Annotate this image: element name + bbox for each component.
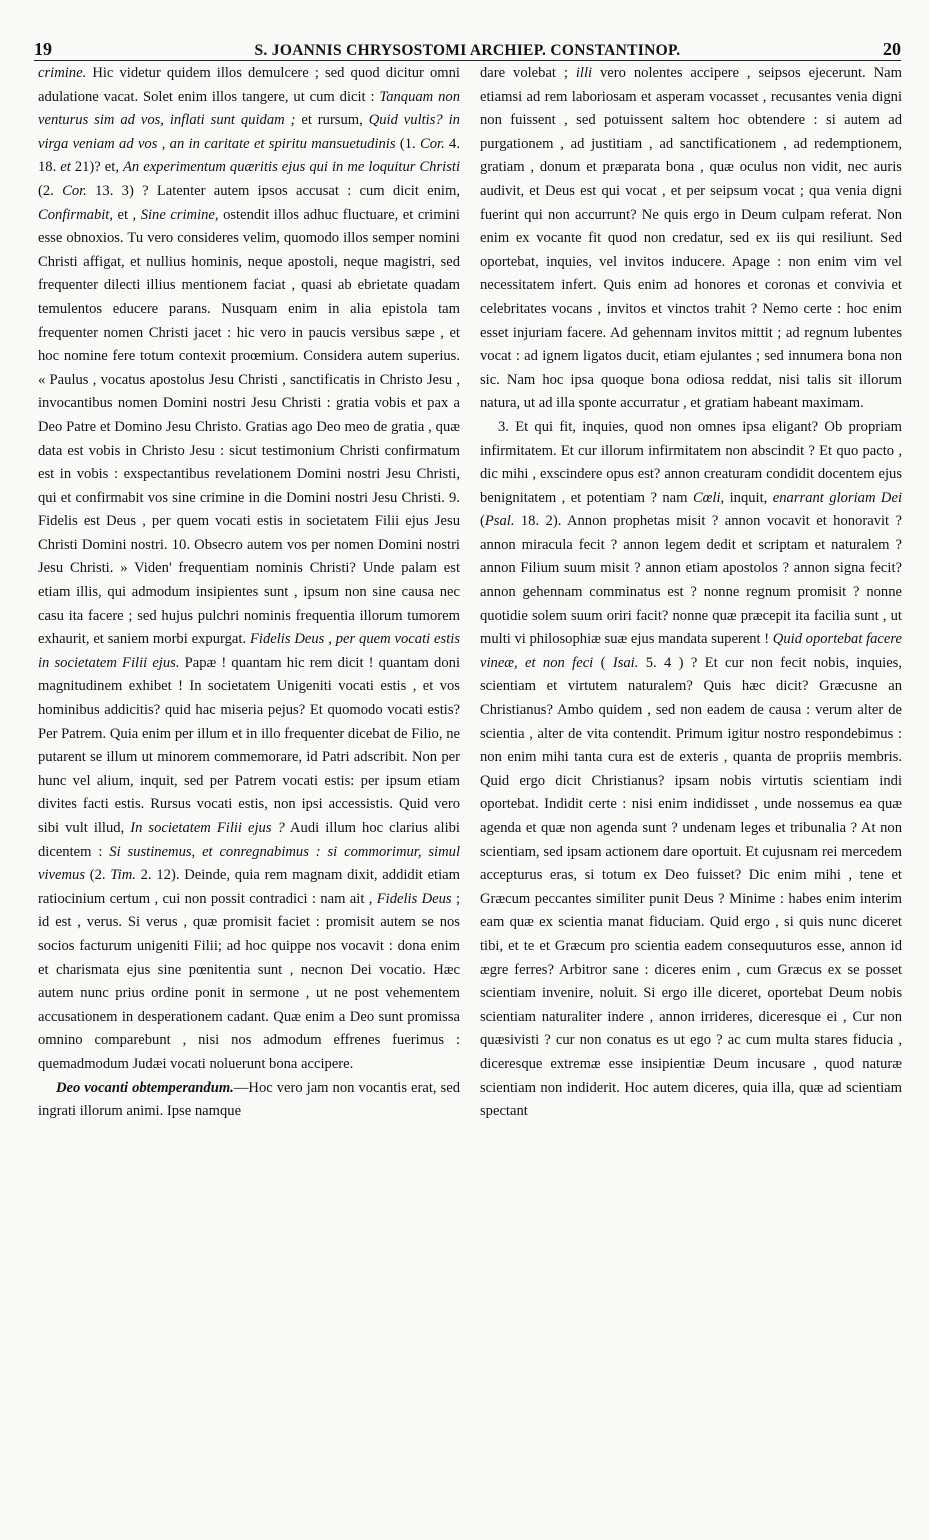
- text-run: crimine.: [38, 65, 87, 81]
- text-run: Cor.: [419, 135, 445, 152]
- text-run: Si sustinemus, et conregnabimus : si commorimur, simul vivemus: [38, 843, 461, 884]
- text-run: In societatem Filii ejus ?: [130, 820, 285, 836]
- text-run: 3. Et qui fit, inquies, quod non omnes ipsa eligant? Ob propriam infirmitatem. Et cur illorum infirmitatem non abscindit ? Et quo pacto , dic mihi , exscindere opus est? annon creaturam condidit docentem ejus benignitatem , et potentiam ? nam: [480, 418, 902, 506]
- text-run: Psal.: [484, 513, 515, 530]
- text-run: 18. 2). Annon prophetas misit ? annon vocavit et honoravit ? annon miracula fecit ? annon legem dedit et scriptam et naturalem ? annon Filium suum misit ? annon etiam apostolos ? annon signa fecit? annon gehennam comminatus est ? nonne regnum promisit ? nonne quotidie solem suum oriri facit? nonne quæ præcepit ita facilia sunt , ut multi vi philosophiæ suæ ejus mandata superent !: [480, 513, 902, 648]
- text-run: Confirmabit: [38, 206, 110, 223]
- text-run: et rursum,: [295, 112, 369, 129]
- text-run: , et ,: [109, 206, 141, 223]
- text-run: —Hoc vero jam non vocantis erat, sed ingrati illorum animi. Ipse namque: [38, 1079, 460, 1120]
- text-run: (2.: [38, 182, 63, 199]
- text-run: Deo vocanti obtemperandum.: [56, 1079, 234, 1096]
- text-run: Tanquam non venturus sim ad vos, inflati sunt quidam ;: [38, 88, 460, 129]
- text-run: ostendit illos adhuc fluctuare, et crimini esse obnoxios. Tu vero consideres velim, quomodo illos semper nomini Christi affigat, et nullius hominis, neque apostoli, neque magistri, sed frequenter dilecti illius mentionem faciat , quasi ab ebrietate quadam temulentos educere parans. Nusquam enim in alia epistola tam frequenter nomen Christi jacet : hic vero in paucis versibus sæpe , et hoc nomine fere totum contexit proœmium. Considera autem superius. « Paulus , vocatus apostolus Jesu Christi , sanctificatis in Christo Jesu , invocantibus nomen Domini nostri Jesu Christi : gratia vobis et pax a Deo Patre et Domino Jesu Christo. Gratias ago Deo meo de gratia , quæ data est vobis in Christo Jesu : sicut testimonium Christi confirmatum est in vobis : exspectantibus revelationem Domini nostri Jesu Christi, qui et confirmabit vos sine crimine in die Domini nostri Jesu Christi. 9. Fidelis est Deus , per quem vocati estis in societatem Filii ejus Jesu Christi Domini nostri. 10. Obsecro autem vos per nomen Domini nostri Jesu Christi. » Viden' frequentiam nominis Christi? Unde palam est etiam illis, qui admodum insipientes sunt , ipsum non sine causa nec casu ita facere ; sed hujus pulchri nominis frequentia illorum tumorem exhaurit, et saniem morbi expurgat.: [38, 206, 460, 648]
- text-run: Isai.: [612, 654, 639, 671]
- text-run: , inquit,: [720, 489, 773, 506]
- text-run: 5. 4 ) ? Et cur non fecit nobis, inquies, scientiam et virtutem naturalem? Quis hæc dicit? Græcusne an Christianus? Ambo quidem , sed non eadem de causa : verum alter de scientia , alter de vita contendit. Primum igitur nostro respondebimus : non enim mihi tanta cura est de exteris , quanta de propriis membris. Quid ergo dicit Christianus? ipsam nobis virtutis scientiam indi oportebat. Indidit certe : nisi enim indidisset , unde nossemus ea quæ agenda et quæ non agenda sunt ? undenam leges et tribunalia ? At non scientiam, sed ipsam actionem dare oportuit. Et cujusnam rei mercedem accepturus eras, si totum ex Deo fuisset? Dic enim mihi , tene et Græcum peccantes similiter punit Deus ? Minime : habes enim interim eam quæ ex scientia manat fiduciam. Quid ergo , si quis nunc diceret tibi, et te et Græcum pro scientia eadem consequuturos esse, annon id ægre ferres? Arbitror sane : diceres enim , cum Græcus ex se posset scientiam invenire, noluit. Si ergo ille diceret, oportebat Deum nobis scientiam naturaliter indere , annon irrideres, diceresque ei , Cur non quæsivisti ? cur non conatus es ut ego ? ac cum multa stares fiducia , diceresque extremæ esse insipientiæ Deum incusare , quod naturæ scientiam non indiderit. Hoc autem diceres, quia illa, quæ ad scientiam spectant: [480, 654, 902, 1120]
- text-run: enarrant gloriam Dei: [772, 489, 903, 506]
- text-run: Sine crimine,: [140, 206, 219, 223]
- page-number-left: 19: [34, 39, 52, 59]
- text-run: (1.: [395, 135, 420, 152]
- running-header: [34, 30, 901, 61]
- text-run: illi: [575, 65, 593, 81]
- text-run: Cor.: [62, 182, 87, 199]
- left-paragraph-1: [38, 62, 460, 1077]
- text-run: (2.: [85, 867, 111, 884]
- text-run: Quid oportebat facere vineæ, et non feci: [480, 631, 902, 671]
- running-title: S. JOANNIS CHRYSOSTOMI ARCHIEP. CONSTANTINOP.: [254, 42, 681, 59]
- text-run: An experimentum quæritis ejus qui in me loquitur Christi: [123, 159, 461, 176]
- text-run: Fidelis Deus: [376, 890, 452, 907]
- right-paragraph-1: [480, 62, 902, 416]
- page-number-right: 20: [882, 39, 901, 59]
- text-run: (: [593, 654, 613, 671]
- text-run: Audi illum hoc clarius alibi dicentem :: [38, 820, 460, 860]
- text-run: et: [60, 159, 71, 176]
- text-run: ; id est , verus. Si verus , quæ promisit faciet : promisit autem se nos socios facturum unigeniti Filii; ad hoc quippe nos vocavit : dona enim et charismata ejus sine pœnitentia sunt , necnon Dei vocatio. Hæc autem nunc prius ordine ponit in sermone , ut ne post vehementem accusationem in desperationem cadant. Quæ enim a Deo sunt promissa omnino comparebunt , nisi nos admodum effrenes fuerimus : quemadmodum Judæi vocati noluerunt bona accipere.: [38, 890, 461, 1072]
- text-run: vero nolentes accipere , seipsos ejecerunt. Nam etiamsi ad rem laboriosam et asperam vocasset , recusantes venia digni non fuissent , sed potuissent saltem hoc obtendere : si autem ad purgationem , ad justitiam , ad sanctificationem , ad redemptionem, gratiam , donum et præparata bona , quæ oculus non vidit, nec auris audivit, et Deus est qui vocat , et per seipsum vocat ; qua venia digni fuerint qui non accurrunt? Ne quis ergo in Deum culpam referat. Non enim ex vocante fit quod non credatur, sed ex iis qui resiliunt. Sed oportebat, inquies, vel invitos inducere. Apage : non enim vim vel necessitatem infert. Quis enim ad honores et coronas et convivia et celebritates vocans , invitos et vinctos trahit ? Nemo certe : hoc enim esset injuriam facere. Ad gehennam invitos mittit ; ad regnum lubentes vocat : ad ignem ligatos ducit, etiam ejulantes ; sed innumera bona non sic. Nam hoc ipsa quoque bona odiosa reddat, nisi talis sit illorum natura, ut ad illa sponte accurratur , et gratiam habeant maximam.: [480, 65, 902, 412]
- text-run: Fidelis Deus , per quem vocati estis in societatem Filii ejus.: [38, 631, 460, 671]
- right-column: [480, 62, 902, 1482]
- text-run: (: [480, 513, 485, 530]
- text-run: Tim.: [110, 867, 136, 884]
- text-run: 4. 18.: [38, 135, 460, 176]
- text-run: dare volebat ;: [480, 65, 576, 81]
- text-run: 21)? et,: [70, 159, 123, 176]
- text-run: Cœli: [692, 489, 721, 506]
- text-run: 2. 12). Deinde, quia rem magnam dixit, addidit etiam ratiocinium certum , cui non possit contradici : nam ait ,: [38, 867, 460, 907]
- left-paragraph-2: [38, 1077, 460, 1124]
- text-run: Papæ ! quantam hic rem dicit ! quantam doni magnitudinem exhibet ! In societatem Unigeniti vocati estis , et vos hominibus addicitis? quid hac miseria pejus? Et quomodo vocati estis? Per Patrem. Quia enim per illum et in illo frequenter dicebat de Filio, ne putarent se illum ut minorem commemorare, id Patri adscribit. Non per hunc vel alium, inquit, sed per Patrem vocati estis: per ipsum etiam divites facti estis. Rursus vocati estis, non ipsi accessistis. Quid vero sibi vult illud,: [38, 654, 460, 836]
- text-run: Quid vultis? in virga veniam ad vos , an in caritate et spiritu mansuetudinis: [38, 112, 460, 152]
- right-paragraph-2: [480, 416, 902, 1124]
- text-run: Hic videtur quidem illos demulcere ; sed quod dicitur omni adulatione vacat. Solet enim illos tangere, ut cum dicit :: [38, 65, 460, 105]
- left-column: [38, 62, 460, 1482]
- text-run: 13. 3) ? Latenter autem ipsos accusat : cum dicit enim,: [86, 182, 460, 199]
